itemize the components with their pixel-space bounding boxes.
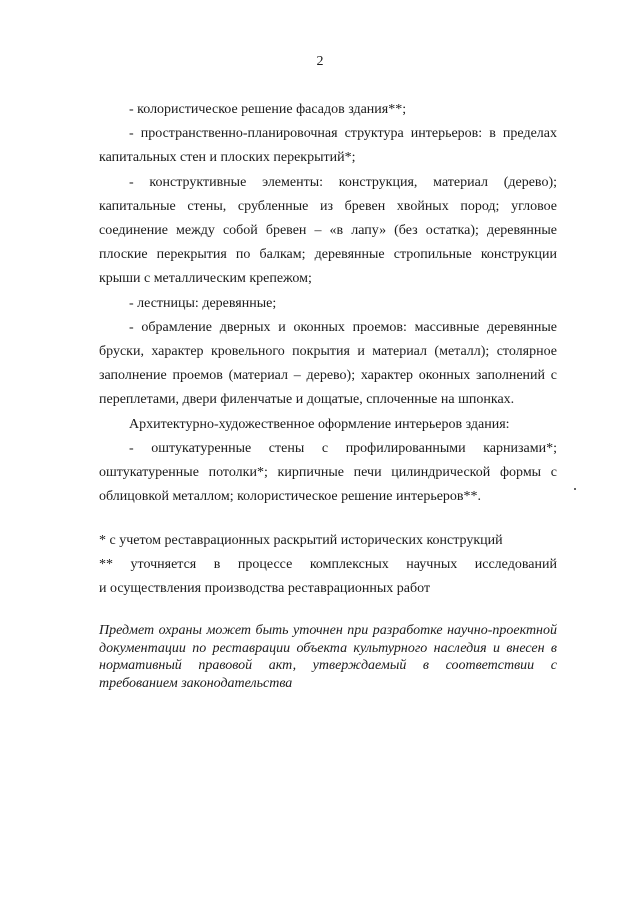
footnote-word: в [213,557,221,573]
footnote-double-star-line [99,553,557,577]
footnote-word: уточняется [130,557,197,573]
paragraph-door-window-frames: - обрамление дверных и оконных проемов: массивные деревянные бруски, характер кровельного покрытия и материал (металл); столярное заполнение проемов (материал – дерево); характер оконных заполнений с переплетами, двери филенчатые и дощатые, сплоченные на шпонках. [99,319,557,408]
footnote-word: процессе [237,557,293,573]
paragraph-spatial-structure: - пространственно-планировочная структура интерьеров: в пределах капитальных стен и плоских перекрытий*; [99,126,557,166]
scan-dot [574,488,576,490]
footnotes [99,529,557,602]
paragraph-interior-finish: - оштукатуренные стены с профилированными карнизами*; оштукатуренные потолки*; кирпичные печи цилиндрической формы с облицовкой металлом; колористическое решение интерьеров**. [99,440,557,505]
page-number: 2 [316,54,324,69]
footnote-double-star-continuation: и осуществления производства реставрационных работ [99,581,431,597]
footnote-single-star: * с учетом реставрационных раскрытий исторических конструкций [99,533,503,548]
footnote-word: исследований [474,557,557,573]
footnote-word: ** [99,557,113,573]
paragraph-interior-heading: Архитектурно-художественное оформление интерьеров здания: [129,416,510,432]
paragraph-facade-color: - колористическое решение фасадов здания**; [129,102,407,117]
footnote-word: комплексных [309,557,389,573]
protection-subject-list [99,98,557,509]
paragraph-structural-elements: - конструктивные элементы: конструкция, материал (дерево); капитальные стены, срубленные из бревен хвойных пород; угловое соединение между собой бревен – «в лапу» (без остатка); деревянные плоские перекрытия по балкам; деревянные стропильные конструкции крыши с металлическим крепежом; [99,174,557,287]
protection-subject-statement: Предмет охраны может быть уточнен при разработке научно-проектной документации по реставрации объекта культурного наследия и внесен в нормативный правовой акт, утверждаемый в соответствии с требованием законодательства [99,623,557,691]
paragraph-stairs: - лестницы: деревянные; [129,295,277,311]
footnote-word: научных [406,557,458,573]
